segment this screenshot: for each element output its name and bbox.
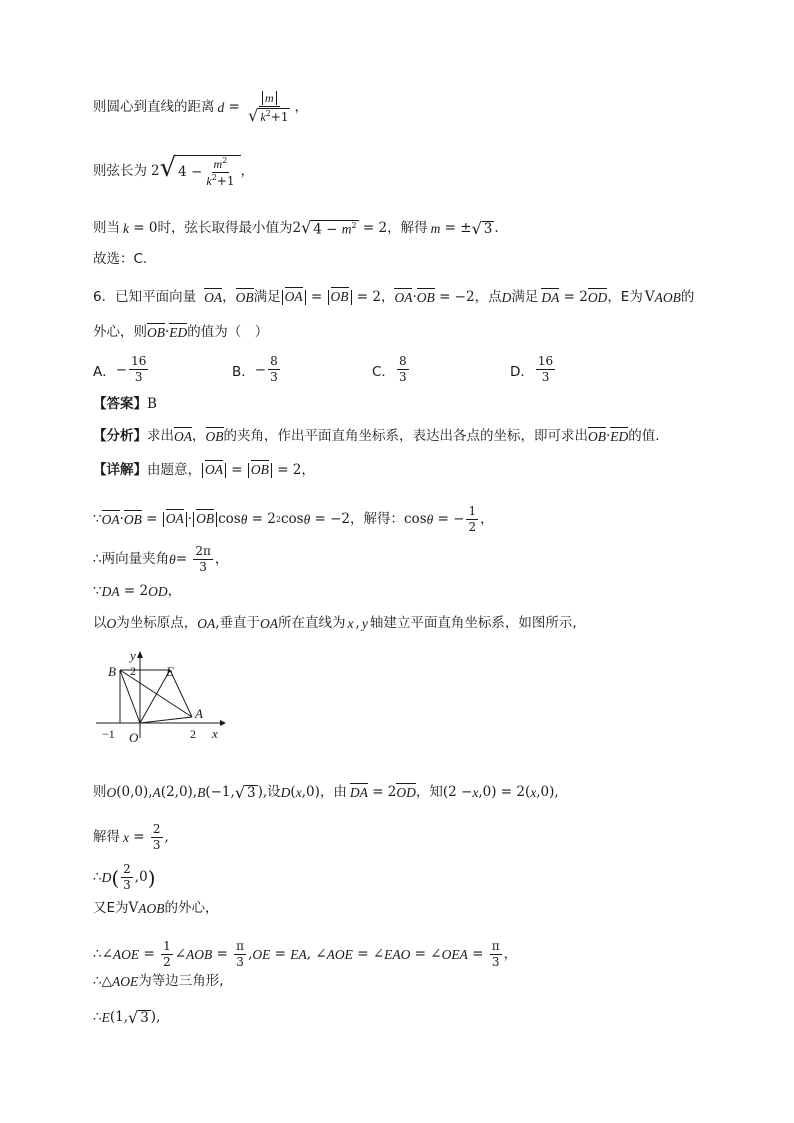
question-6: 6．已知平面向量 OA ， OB 满足 OA = OB = 2， OA · OB = −2 ，点 D 满足 DA = 2 OD ，E为 V AOB 的 — [93, 288, 695, 305]
x-arrow-icon — [220, 720, 226, 726]
choose-line: 故选：C. — [93, 251, 148, 267]
chord-line: 则弦长为 2 √ 4 − $\frac{m^2}{k^2+1}$ ， — [93, 153, 254, 189]
points-line: 则 O (0,0), A (2,0), B (−1, √ 3 ), 设 D ( x ,0) ，由 DA = 2 OD ，知 (2 − x ,0) = 2( x ,0), — [93, 783, 559, 802]
equilateral-line: ∴△ AOE 为等边三角形, — [93, 973, 224, 989]
coordinate-figure — [92, 648, 232, 743]
seg-oa — [140, 717, 192, 723]
angles-line: ∴∠ AOE = $\frac{1}{2}$ ∠ AOB = $\frac{\pi}{3}$ , OE = EA , ∠ AOE = ∠ EAO = ∠ OEA = $\frac{\pi}{3}$ ， — [93, 939, 518, 970]
da-od-line: ∵ DA = 2 OD ， — [93, 583, 182, 599]
question-6-cont: 外心，则 OB · ED 的值为（ ） — [93, 324, 269, 340]
option-b[interactable]: B． − $\frac{8}{3}$ — [232, 354, 278, 385]
detail-line: 【详解】 由题意， OA = OB = 2， — [93, 461, 315, 478]
label-b: B — [108, 664, 116, 679]
y-arrow-icon — [137, 651, 143, 658]
label-x: x — [212, 726, 218, 741]
label-neg-one: −1 — [102, 727, 115, 741]
solve-x-line: 解得 x = $\frac{2}{3}$ , — [93, 822, 169, 853]
option-c[interactable]: C． $\frac{8}{3}$ — [372, 354, 407, 385]
label-two-x: 2 — [190, 727, 196, 741]
distance-line: 则圆心到直线的距离 d = m √ $k^2+1$ ， — [93, 91, 308, 126]
label-o: O — [129, 730, 139, 743]
option-a[interactable]: A． − $\frac{16}{3}$ — [93, 354, 147, 385]
point-d-line: ∴ D ( $\frac{2}{3}$ ,0 ) — [93, 862, 156, 893]
answer-line: 【答案】 B — [93, 396, 157, 412]
dot-product-line: ∵ OA · OB = OA · OB cos θ = 2 2 cos θ = −2 ，解得： cos θ = − $\frac{1}{2}$ ， — [93, 504, 494, 535]
point-e-line: ∴ E (1, √ 3 ), — [93, 1008, 161, 1027]
angle-line: ∴两向量夹角 θ = $\frac{2\pi}{3}$ ， — [93, 544, 229, 575]
circumcenter-line: 又E为 V AOB 的外心， — [93, 900, 219, 916]
min-line: 则当 k = 0 时，弦长取得最小值为 2 √ $4 - m^2$ = 2 ，解得 m = ± √ 3 . — [93, 218, 499, 238]
label-two-y: 2 — [130, 664, 136, 678]
analysis-line: 【分析】 求出 OA ， OB 的夹角，作出平面直角坐标系，表达出各点的坐标，即可求出 OB · ED 的值. — [93, 428, 660, 444]
label-e: E — [166, 664, 174, 679]
coord-line: 以 O 为坐标原点， OA , 垂直于 OA 所在直线为 x , y 轴建立平面直角坐标系，如图所示, — [93, 615, 577, 631]
label-y: y — [130, 648, 136, 663]
option-d[interactable]: D． $\frac{16}{3}$ — [510, 354, 554, 385]
label-a: A — [195, 706, 203, 721]
